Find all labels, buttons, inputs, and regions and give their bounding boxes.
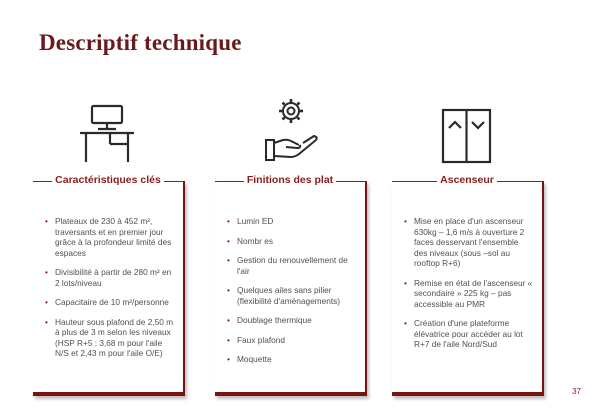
list-item: • Nombr es (227, 236, 357, 247)
card-title: Finitions des plat (215, 174, 365, 186)
card-title: Caractéristiques clés (33, 174, 183, 186)
list-item: • Gestion du renouvellement de l'air (227, 255, 357, 276)
slide-title: Descriptif technique (39, 30, 242, 55)
elevator-icon (441, 108, 493, 164)
list-item: • Plateaux de 230 à 452 m², traversants et en premier jour grâce à la profondeur limité des espaces (45, 216, 175, 258)
card-finitions (215, 174, 367, 396)
list-item: • Remise en état de l'ascenseur « secondaire » 225 kg – pas accessible au PMR (404, 278, 534, 310)
list-item: • Faux plafond (227, 335, 357, 346)
list-item: • Divisibilité à partir de 280 m² en 2 lots/niveau (45, 267, 175, 288)
list-item: • Capacitaire de 10 m²/personne (45, 297, 175, 308)
finishing-list (227, 216, 357, 374)
feature-list (45, 216, 175, 368)
hand-gear-icon (263, 96, 319, 162)
desk-computer-icon (78, 104, 138, 164)
card-title: Ascenseur (392, 174, 542, 186)
elevator-list (404, 216, 534, 359)
list-item: • Création d'une plateforme élévatrice pour accéder au lot R+7 de l'aile Nord/Sud (404, 318, 534, 350)
card-caracteristiques (33, 174, 185, 396)
list-item: • Quelques ailes sans pilier (flexibilité d'aménagements) (227, 285, 357, 306)
list-item: • Moquette (227, 354, 357, 365)
list-item: • Hauteur sous plafond de 2,50 m à plus de 3 m selon les niveaux (HSP R+5 : 3,68 m pour l'aile N/S et 2,43 m pour l'aile O/E) (45, 317, 175, 359)
list-item: • Mise en place d'un ascenseur 630kg – 1,6 m/s à ouverture 2 faces desservant l'ensemble des niveaux (sous –sol au rooftop R+6) (404, 216, 534, 269)
page-number: 37 (572, 387, 581, 396)
list-item: • Lumin ED (227, 216, 357, 227)
list-item: • Doublage thermique (227, 315, 357, 326)
card-ascenseur (392, 174, 544, 396)
